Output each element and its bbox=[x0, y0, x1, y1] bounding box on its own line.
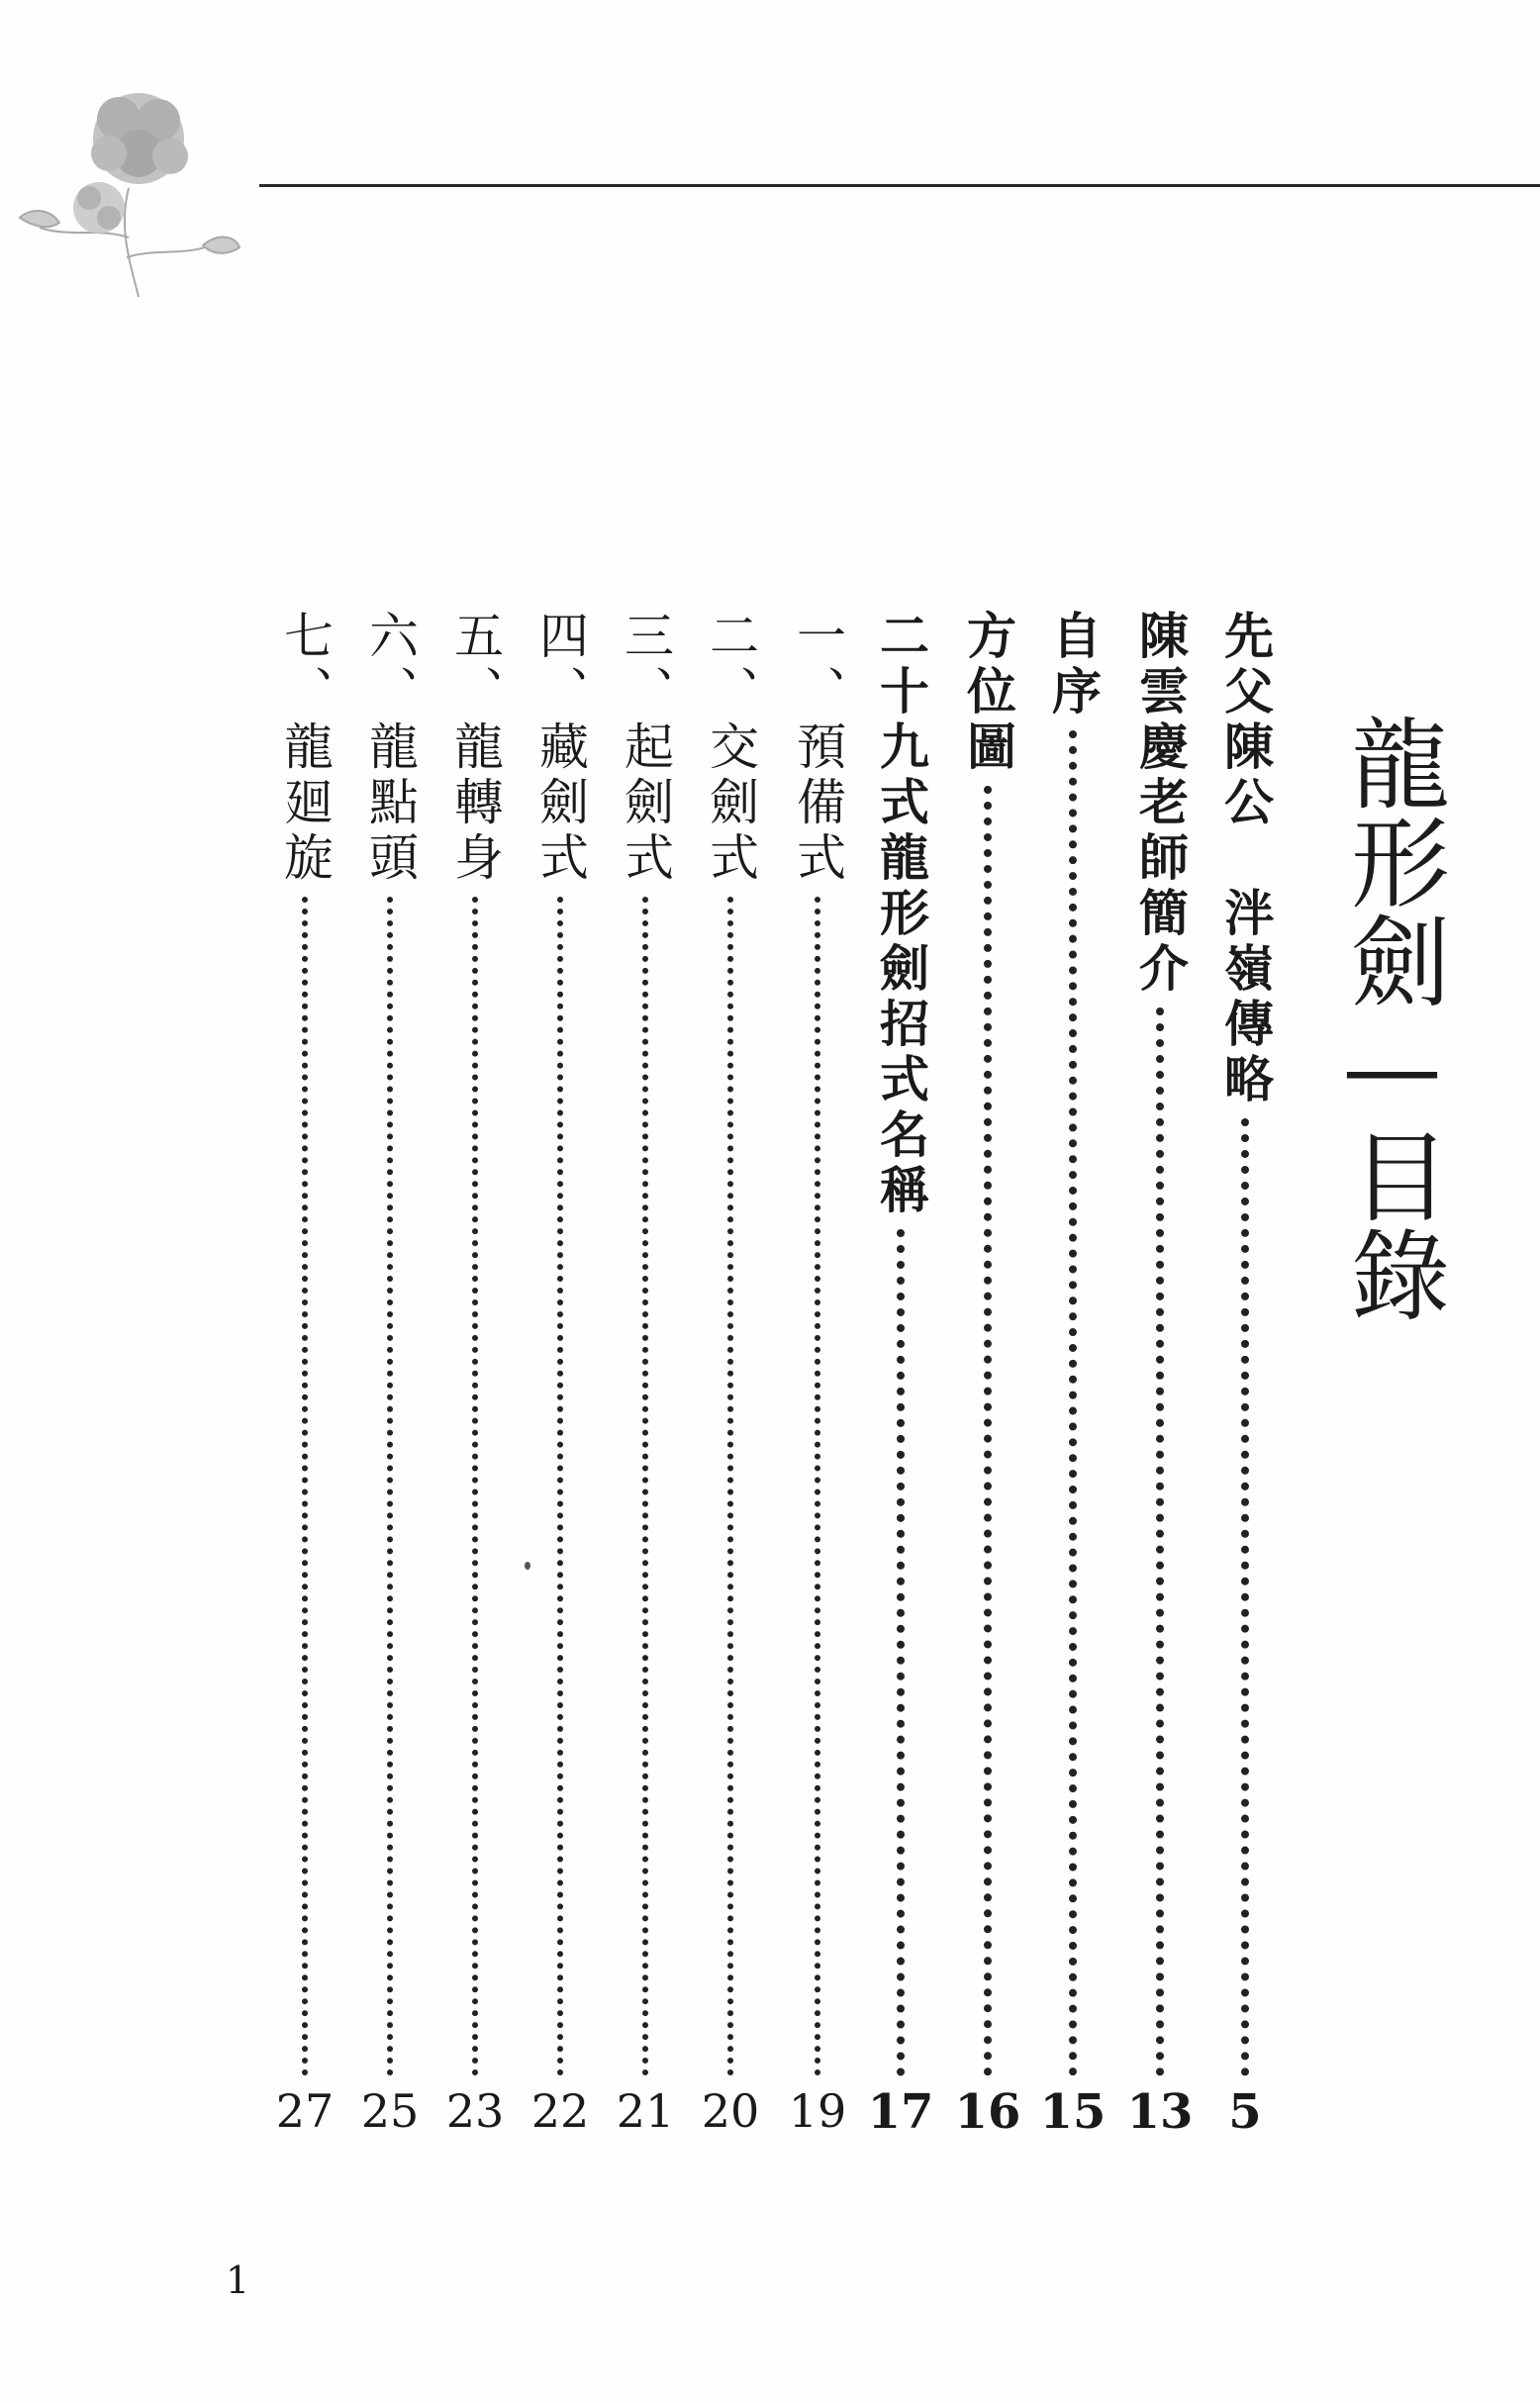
toc-title bbox=[1332, 713, 1450, 1323]
toc-leader-dots bbox=[1069, 730, 1077, 2076]
toc-page-number: 25 bbox=[360, 2084, 420, 2138]
toc-leader-dots bbox=[815, 897, 820, 2076]
toc-leader-dots bbox=[984, 786, 992, 2076]
toc-leader-dots bbox=[387, 897, 393, 2076]
toc-entry-label: 七、龍廻旋 bbox=[276, 610, 334, 887]
toc-entry-label: 方位圖 bbox=[959, 610, 1017, 776]
folio-number: 1 bbox=[226, 2259, 250, 2302]
toc-entry bbox=[360, 610, 420, 2138]
toc-entry bbox=[867, 610, 934, 2140]
toc-entry-label: 三、起劍式 bbox=[617, 610, 674, 887]
toc-entry-label: 自序 bbox=[1044, 610, 1103, 721]
toc-entry-label: 先父陳公 泮嶺傳略 bbox=[1216, 610, 1275, 1108]
toc-page-number: 16 bbox=[954, 2084, 1021, 2140]
toc-entry-label: 一、預備式 bbox=[789, 610, 846, 887]
toc-page-number: 19 bbox=[788, 2084, 847, 2138]
toc-entry-label: 陳雲慶老師簡介 bbox=[1131, 610, 1190, 998]
toc-entry bbox=[954, 610, 1021, 2140]
toc-entry bbox=[530, 610, 590, 2138]
toc-entry bbox=[1039, 610, 1107, 2140]
toc-entry-label: 六、龍點頭 bbox=[361, 610, 419, 887]
toc-leader-dots bbox=[557, 897, 563, 2076]
book-title: 龍形劍 bbox=[1334, 713, 1450, 1009]
toc-leader-dots bbox=[472, 897, 478, 2076]
ink-speck bbox=[525, 1562, 530, 1570]
toc-entry bbox=[788, 610, 847, 2138]
toc-leader-dots bbox=[1241, 1118, 1249, 2076]
toc-page-number: 17 bbox=[867, 2084, 934, 2140]
toc-page-number: 27 bbox=[275, 2084, 335, 2138]
toc-entry bbox=[701, 610, 760, 2138]
toc-entry-label: 五、龍轉身 bbox=[446, 610, 504, 887]
chrysanthemum-flower-icon bbox=[10, 59, 247, 307]
toc-leader-dots bbox=[727, 897, 733, 2076]
toc-entry bbox=[616, 610, 675, 2138]
toc-leader-dots bbox=[302, 897, 308, 2076]
toc-page-number: 13 bbox=[1126, 2084, 1194, 2140]
toc-entry-label: 二、交劍式 bbox=[702, 610, 759, 887]
toc-page-number: 15 bbox=[1039, 2084, 1107, 2140]
toc-page-number: 21 bbox=[616, 2084, 675, 2138]
toc-entry bbox=[1216, 610, 1275, 2140]
toc-entry-label: 二十九式龍形劍招式名稱 bbox=[872, 610, 930, 1219]
toc-entry bbox=[275, 610, 335, 2138]
toc-entry-label: 四、藏劍式 bbox=[531, 610, 589, 887]
toc-page-number: 5 bbox=[1228, 2084, 1262, 2140]
toc-page-number: 23 bbox=[445, 2084, 505, 2138]
toc-leader-dots bbox=[642, 897, 648, 2076]
toc-page-number: 20 bbox=[701, 2084, 760, 2138]
toc-heading: 目錄 bbox=[1334, 1125, 1450, 1323]
toc-entry bbox=[445, 610, 505, 2138]
toc-page-number: 22 bbox=[530, 2084, 590, 2138]
toc-entry bbox=[1126, 610, 1194, 2140]
header-rule bbox=[259, 184, 1540, 187]
toc-leader-dots bbox=[1156, 1008, 1164, 2076]
title-dash: — bbox=[1334, 1009, 1450, 1125]
toc-leader-dots bbox=[897, 1229, 905, 2076]
